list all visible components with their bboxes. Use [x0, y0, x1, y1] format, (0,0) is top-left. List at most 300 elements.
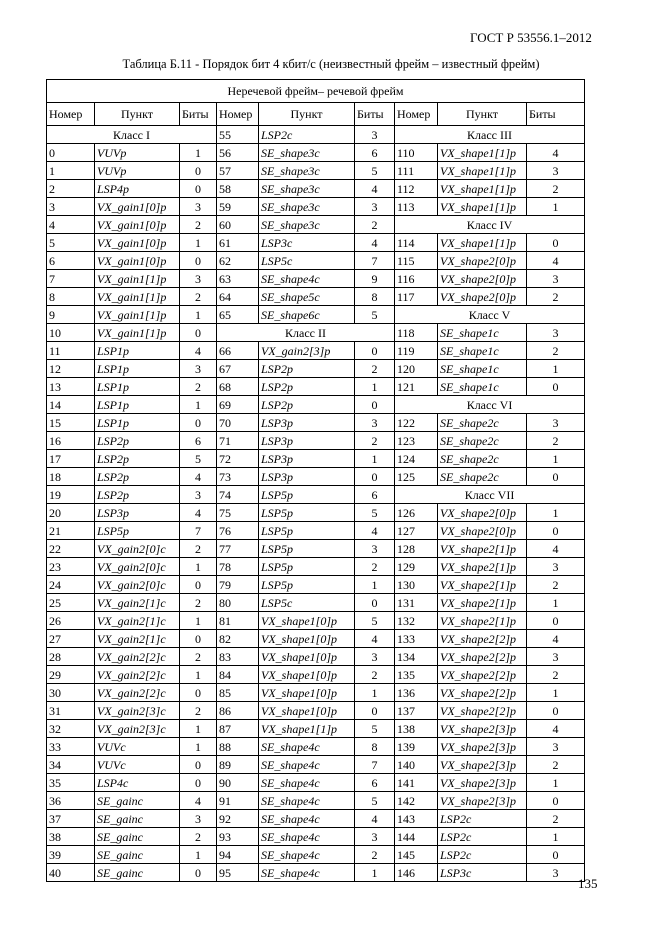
- number-cell: 3: [47, 198, 95, 216]
- number-cell: 6: [47, 252, 95, 270]
- number-cell: 9: [47, 306, 95, 324]
- item-cell: LSP2c: [259, 126, 355, 144]
- header-number-3: Номер: [395, 103, 438, 126]
- item-cell: VX_shape1[0]p: [259, 702, 355, 720]
- table-row: [47, 234, 585, 252]
- number-cell: 84: [217, 666, 259, 684]
- bits-cell: 1: [180, 666, 217, 684]
- number-cell: 74: [217, 486, 259, 504]
- number-cell: 68: [217, 378, 259, 396]
- bits-cell: 2: [527, 288, 585, 306]
- number-cell: 30: [47, 684, 95, 702]
- number-cell: 5: [47, 234, 95, 252]
- number-cell: 87: [217, 720, 259, 738]
- item-cell: VX_shape2[2]p: [438, 684, 527, 702]
- bits-cell: 0: [180, 252, 217, 270]
- class-label-cell: Класс IV: [395, 216, 585, 234]
- number-cell: 133: [395, 630, 438, 648]
- table-row: [47, 702, 585, 720]
- item-cell: LSP2p: [259, 360, 355, 378]
- bits-cell: 5: [355, 720, 395, 738]
- item-cell: VX_shape1[1]p: [438, 234, 527, 252]
- bits-cell: 3: [180, 486, 217, 504]
- class-label-cell: Класс II: [217, 324, 395, 342]
- class-label-cell: Класс V: [395, 306, 585, 324]
- item-cell: LSP3p: [259, 414, 355, 432]
- bits-cell: 1: [355, 684, 395, 702]
- table-row: [47, 792, 585, 810]
- item-cell: SE_shape4c: [259, 756, 355, 774]
- bits-cell: 2: [180, 288, 217, 306]
- number-cell: 2: [47, 180, 95, 198]
- bits-cell: 9: [355, 270, 395, 288]
- header-bits-3: Биты: [527, 103, 585, 126]
- item-cell: VX_gain2[0]c: [95, 540, 180, 558]
- header-item-3: Пункт: [438, 103, 527, 126]
- table-row: [47, 774, 585, 792]
- bits-cell: 1: [180, 612, 217, 630]
- number-cell: 19: [47, 486, 95, 504]
- number-cell: 0: [47, 144, 95, 162]
- page-number: 135: [578, 876, 598, 891]
- number-cell: 63: [217, 270, 259, 288]
- table-row: [47, 414, 585, 432]
- bits-cell: 3: [180, 360, 217, 378]
- bits-cell: 3: [355, 648, 395, 666]
- number-cell: 11: [47, 342, 95, 360]
- number-cell: 139: [395, 738, 438, 756]
- bits-cell: 4: [527, 144, 585, 162]
- bits-cell: 0: [527, 792, 585, 810]
- item-cell: VUVc: [95, 738, 180, 756]
- bits-cell: 5: [355, 504, 395, 522]
- bits-cell: 1: [527, 198, 585, 216]
- item-cell: VX_shape2[0]p: [438, 522, 527, 540]
- table-row: [47, 162, 585, 180]
- bits-cell: 1: [355, 378, 395, 396]
- number-cell: 86: [217, 702, 259, 720]
- bits-cell: 6: [355, 144, 395, 162]
- class-label-cell: Класс VII: [395, 486, 585, 504]
- table-row: [47, 864, 585, 882]
- item-cell: LSP1p: [95, 414, 180, 432]
- table-row: [47, 126, 585, 144]
- number-cell: 111: [395, 162, 438, 180]
- item-cell: SE_shape4c: [259, 270, 355, 288]
- item-cell: SE_shape3c: [259, 216, 355, 234]
- table-row: [47, 558, 585, 576]
- number-cell: 92: [217, 810, 259, 828]
- item-cell: VX_shape1[0]p: [259, 612, 355, 630]
- bits-cell: 3: [355, 828, 395, 846]
- item-cell: LSP2p: [95, 468, 180, 486]
- item-cell: SE_shape3c: [259, 198, 355, 216]
- number-cell: 56: [217, 144, 259, 162]
- bits-cell: 4: [180, 504, 217, 522]
- number-cell: 60: [217, 216, 259, 234]
- table-row: [47, 216, 585, 234]
- item-cell: LSP5c: [259, 252, 355, 270]
- number-cell: 136: [395, 684, 438, 702]
- item-cell: LSP3p: [259, 450, 355, 468]
- number-cell: 29: [47, 666, 95, 684]
- table-row: [47, 720, 585, 738]
- table-row: [47, 828, 585, 846]
- item-cell: VUVc: [95, 756, 180, 774]
- number-cell: 26: [47, 612, 95, 630]
- bit-order-table: [46, 79, 585, 882]
- number-cell: 135: [395, 666, 438, 684]
- item-cell: VX_shape1[1]p: [438, 198, 527, 216]
- item-cell: LSP5p: [259, 486, 355, 504]
- item-cell: LSP1p: [95, 360, 180, 378]
- item-cell: VX_shape2[2]p: [438, 630, 527, 648]
- item-cell: SE_shape4c: [259, 810, 355, 828]
- number-cell: 55: [217, 126, 259, 144]
- item-cell: VX_shape2[1]p: [438, 558, 527, 576]
- bits-cell: 5: [355, 792, 395, 810]
- bits-cell: 1: [527, 684, 585, 702]
- bits-cell: 1: [355, 576, 395, 594]
- item-cell: SE_shape3c: [259, 144, 355, 162]
- item-cell: VX_shape2[0]p: [438, 504, 527, 522]
- bits-cell: 0: [527, 234, 585, 252]
- number-cell: 95: [217, 864, 259, 882]
- bits-cell: 2: [527, 576, 585, 594]
- bits-cell: 2: [180, 828, 217, 846]
- header-bits-1: Биты: [180, 103, 217, 126]
- item-cell: LSP1p: [95, 396, 180, 414]
- item-cell: SE_shape2c: [438, 432, 527, 450]
- number-cell: 24: [47, 576, 95, 594]
- number-cell: 145: [395, 846, 438, 864]
- number-cell: 117: [395, 288, 438, 306]
- table-header-row: [47, 103, 585, 126]
- item-cell: SE_shape1c: [438, 342, 527, 360]
- table-row: [47, 486, 585, 504]
- bits-cell: 2: [527, 342, 585, 360]
- item-cell: VX_shape2[3]p: [438, 756, 527, 774]
- number-cell: 85: [217, 684, 259, 702]
- number-cell: 115: [395, 252, 438, 270]
- item-cell: SE_shape3c: [259, 162, 355, 180]
- bits-cell: 4: [355, 630, 395, 648]
- bits-cell: 3: [355, 540, 395, 558]
- bits-cell: 0: [527, 702, 585, 720]
- bits-cell: 1: [527, 360, 585, 378]
- number-cell: 15: [47, 414, 95, 432]
- number-cell: 126: [395, 504, 438, 522]
- bits-cell: 2: [180, 540, 217, 558]
- item-cell: SE_shape4c: [259, 792, 355, 810]
- item-cell: VX_shape1[0]p: [259, 666, 355, 684]
- number-cell: 90: [217, 774, 259, 792]
- number-cell: 70: [217, 414, 259, 432]
- number-cell: 137: [395, 702, 438, 720]
- bits-cell: 4: [527, 720, 585, 738]
- bits-cell: 6: [180, 432, 217, 450]
- item-cell: VX_gain2[1]c: [95, 612, 180, 630]
- bits-cell: 2: [180, 702, 217, 720]
- number-cell: 77: [217, 540, 259, 558]
- bits-cell: 1: [527, 450, 585, 468]
- item-cell: VX_gain1[1]p: [95, 288, 180, 306]
- number-cell: 66: [217, 342, 259, 360]
- table-row: [47, 144, 585, 162]
- bits-cell: 5: [180, 450, 217, 468]
- bits-cell: 1: [527, 504, 585, 522]
- item-cell: VX_shape2[3]p: [438, 720, 527, 738]
- item-cell: LSP4p: [95, 180, 180, 198]
- item-cell: VX_gain1[0]p: [95, 234, 180, 252]
- number-cell: 127: [395, 522, 438, 540]
- number-cell: 7: [47, 270, 95, 288]
- table-row: [47, 180, 585, 198]
- item-cell: LSP5p: [259, 522, 355, 540]
- item-cell: LSP5p: [259, 540, 355, 558]
- number-cell: 121: [395, 378, 438, 396]
- item-cell: LSP5c: [259, 594, 355, 612]
- bits-cell: 1: [180, 558, 217, 576]
- number-cell: 141: [395, 774, 438, 792]
- bits-cell: 0: [180, 414, 217, 432]
- number-cell: 93: [217, 828, 259, 846]
- item-cell: VX_gain2[1]c: [95, 594, 180, 612]
- number-cell: 8: [47, 288, 95, 306]
- table-row: [47, 360, 585, 378]
- item-cell: LSP5p: [95, 522, 180, 540]
- item-cell: LSP5p: [259, 504, 355, 522]
- number-cell: 94: [217, 846, 259, 864]
- table-row: [47, 846, 585, 864]
- number-cell: 123: [395, 432, 438, 450]
- bits-cell: 7: [180, 522, 217, 540]
- item-cell: VX_gain2[2]c: [95, 666, 180, 684]
- number-cell: 27: [47, 630, 95, 648]
- number-cell: 134: [395, 648, 438, 666]
- item-cell: VX_shape2[0]p: [438, 270, 527, 288]
- number-cell: 40: [47, 864, 95, 882]
- number-cell: 34: [47, 756, 95, 774]
- bits-cell: 1: [527, 774, 585, 792]
- bits-cell: 5: [355, 612, 395, 630]
- table-row: [47, 810, 585, 828]
- number-cell: 36: [47, 792, 95, 810]
- table-row: [47, 738, 585, 756]
- bits-cell: 0: [180, 324, 217, 342]
- bits-cell: 3: [180, 810, 217, 828]
- bits-cell: 1: [355, 450, 395, 468]
- bits-cell: 1: [180, 738, 217, 756]
- item-cell: VX_shape1[0]p: [259, 684, 355, 702]
- bits-cell: 8: [355, 738, 395, 756]
- bits-cell: 0: [527, 612, 585, 630]
- item-cell: VX_gain2[0]c: [95, 558, 180, 576]
- item-cell: SE_shape1c: [438, 378, 527, 396]
- item-cell: LSP2p: [259, 396, 355, 414]
- table-row: [47, 324, 585, 342]
- number-cell: 57: [217, 162, 259, 180]
- item-cell: VX_shape1[1]p: [259, 720, 355, 738]
- number-cell: 39: [47, 846, 95, 864]
- number-cell: 113: [395, 198, 438, 216]
- item-cell: VX_shape2[0]p: [438, 252, 527, 270]
- bits-cell: 1: [180, 720, 217, 738]
- item-cell: VX_shape1[0]p: [259, 648, 355, 666]
- bits-cell: 2: [180, 216, 217, 234]
- number-cell: 91: [217, 792, 259, 810]
- item-cell: VX_shape2[2]p: [438, 648, 527, 666]
- number-cell: 21: [47, 522, 95, 540]
- bits-cell: 3: [527, 324, 585, 342]
- item-cell: SE_shape4c: [259, 864, 355, 882]
- class-label-cell: Класс III: [395, 126, 585, 144]
- table-title: Неречевой фрейм– речевой фрейм: [47, 80, 585, 103]
- number-cell: 128: [395, 540, 438, 558]
- table-row: [47, 666, 585, 684]
- number-cell: 10: [47, 324, 95, 342]
- item-cell: VX_gain1[0]p: [95, 252, 180, 270]
- item-cell: VX_shape2[2]p: [438, 666, 527, 684]
- number-cell: 112: [395, 180, 438, 198]
- bits-cell: 2: [355, 360, 395, 378]
- number-cell: 125: [395, 468, 438, 486]
- item-cell: VX_shape2[2]p: [438, 702, 527, 720]
- number-cell: 64: [217, 288, 259, 306]
- item-cell: SE_gainc: [95, 810, 180, 828]
- item-cell: LSP2p: [95, 432, 180, 450]
- bits-cell: 8: [355, 288, 395, 306]
- bits-cell: 7: [355, 252, 395, 270]
- item-cell: SE_gainc: [95, 828, 180, 846]
- item-cell: LSP2c: [438, 846, 527, 864]
- header-number-2: Номер: [217, 103, 259, 126]
- bits-cell: 0: [180, 630, 217, 648]
- item-cell: VX_gain2[1]c: [95, 630, 180, 648]
- bits-cell: 0: [355, 468, 395, 486]
- number-cell: 28: [47, 648, 95, 666]
- item-cell: SE_shape4c: [259, 846, 355, 864]
- item-cell: LSP2p: [95, 450, 180, 468]
- bits-cell: 0: [180, 180, 217, 198]
- bits-cell: 0: [180, 864, 217, 882]
- number-cell: 89: [217, 756, 259, 774]
- item-cell: VX_shape2[1]p: [438, 576, 527, 594]
- bits-cell: 5: [355, 306, 395, 324]
- number-cell: 76: [217, 522, 259, 540]
- item-cell: LSP3p: [259, 432, 355, 450]
- item-cell: VUVp: [95, 144, 180, 162]
- bits-cell: 0: [527, 846, 585, 864]
- table-row: [47, 468, 585, 486]
- bits-cell: 6: [355, 486, 395, 504]
- number-cell: 81: [217, 612, 259, 630]
- number-cell: 16: [47, 432, 95, 450]
- number-cell: 32: [47, 720, 95, 738]
- item-cell: VUVp: [95, 162, 180, 180]
- number-cell: 132: [395, 612, 438, 630]
- bits-cell: 4: [180, 342, 217, 360]
- number-cell: 140: [395, 756, 438, 774]
- item-cell: VX_shape1[0]p: [259, 630, 355, 648]
- bits-cell: 4: [355, 234, 395, 252]
- table-row: [47, 540, 585, 558]
- item-cell: LSP5p: [259, 558, 355, 576]
- table-row: [47, 630, 585, 648]
- item-cell: VX_shape1[1]p: [438, 180, 527, 198]
- number-cell: 13: [47, 378, 95, 396]
- table-row: [47, 522, 585, 540]
- item-cell: VX_gain2[3]c: [95, 702, 180, 720]
- bits-cell: 0: [355, 594, 395, 612]
- item-cell: LSP3p: [259, 468, 355, 486]
- bits-cell: 2: [355, 432, 395, 450]
- number-cell: 73: [217, 468, 259, 486]
- number-cell: 18: [47, 468, 95, 486]
- bits-cell: 0: [180, 684, 217, 702]
- number-cell: 88: [217, 738, 259, 756]
- item-cell: VX_gain1[0]p: [95, 216, 180, 234]
- item-cell: VX_shape1[1]p: [438, 162, 527, 180]
- item-cell: SE_shape4c: [259, 774, 355, 792]
- item-cell: LSP2p: [95, 486, 180, 504]
- number-cell: 61: [217, 234, 259, 252]
- number-cell: 71: [217, 432, 259, 450]
- number-cell: 20: [47, 504, 95, 522]
- class-label-cell: Класс I: [47, 126, 217, 144]
- number-cell: 120: [395, 360, 438, 378]
- bits-cell: 4: [355, 180, 395, 198]
- number-cell: 144: [395, 828, 438, 846]
- bits-cell: 3: [527, 414, 585, 432]
- bits-cell: 2: [355, 216, 395, 234]
- item-cell: SE_shape1c: [438, 360, 527, 378]
- bits-cell: 3: [527, 864, 585, 882]
- item-cell: LSP3p: [95, 504, 180, 522]
- item-cell: VX_gain1[1]p: [95, 270, 180, 288]
- header-number-1: Номер: [47, 103, 95, 126]
- standard-number: ГОСТ Р 53556.1–2012: [470, 30, 592, 45]
- item-cell: VX_shape2[1]p: [438, 612, 527, 630]
- number-cell: 38: [47, 828, 95, 846]
- number-cell: 142: [395, 792, 438, 810]
- table-row: [47, 270, 585, 288]
- number-cell: 22: [47, 540, 95, 558]
- bits-cell: 3: [527, 270, 585, 288]
- bits-cell: 1: [180, 234, 217, 252]
- bits-cell: 0: [355, 342, 395, 360]
- number-cell: 67: [217, 360, 259, 378]
- bits-cell: 1: [355, 864, 395, 882]
- bits-cell: 2: [180, 594, 217, 612]
- bits-cell: 2: [527, 666, 585, 684]
- number-cell: 75: [217, 504, 259, 522]
- bits-cell: 4: [355, 810, 395, 828]
- item-cell: LSP4c: [95, 774, 180, 792]
- item-cell: SE_shape5c: [259, 288, 355, 306]
- bits-cell: 4: [180, 468, 217, 486]
- item-cell: LSP2c: [438, 828, 527, 846]
- class-label-cell: Класс VI: [395, 396, 585, 414]
- table-row: [47, 252, 585, 270]
- number-cell: 1: [47, 162, 95, 180]
- table-row: [47, 198, 585, 216]
- item-cell: SE_shape6c: [259, 306, 355, 324]
- number-cell: 110: [395, 144, 438, 162]
- bits-cell: 6: [355, 774, 395, 792]
- bits-cell: 0: [527, 522, 585, 540]
- bits-cell: 4: [180, 792, 217, 810]
